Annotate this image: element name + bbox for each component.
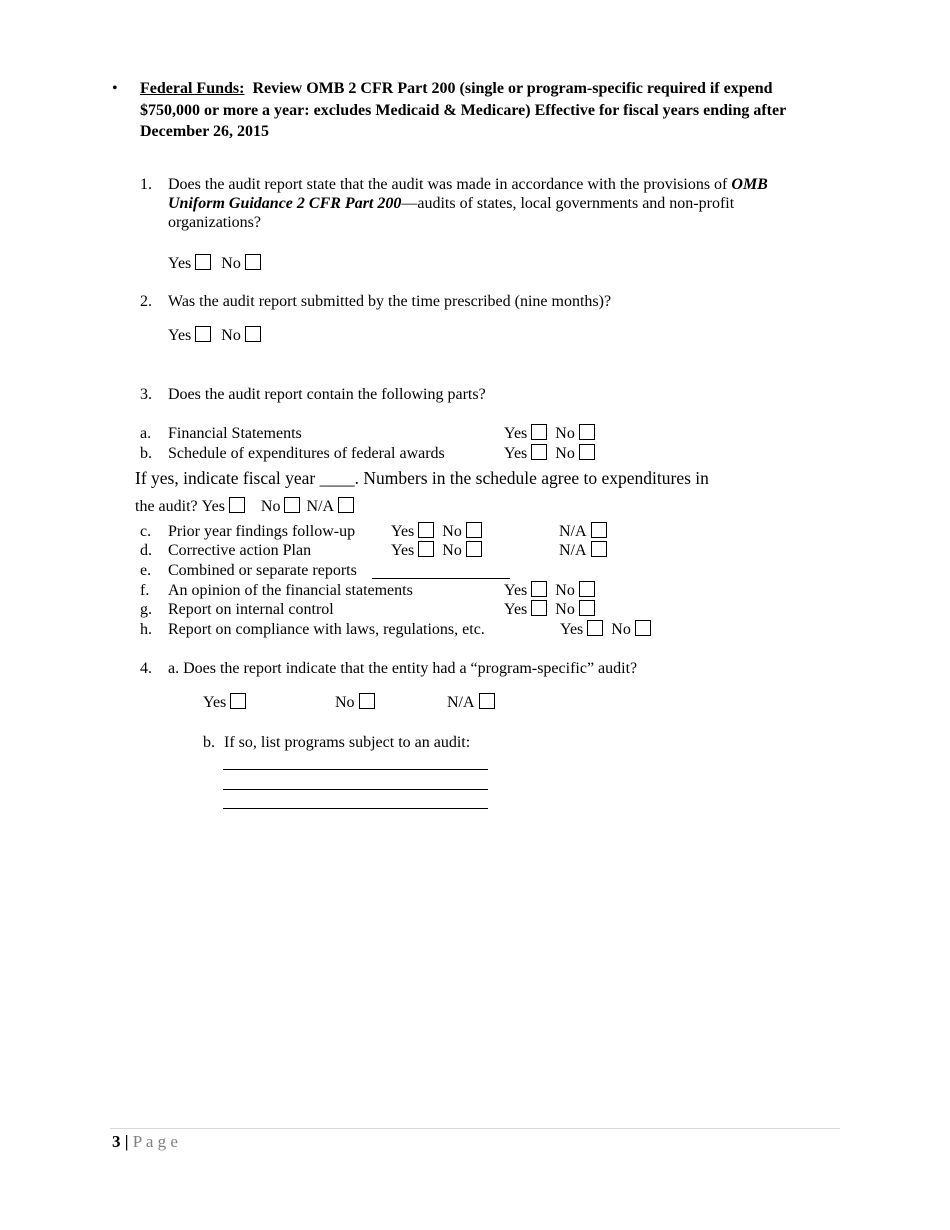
q4a-yes [203, 693, 246, 713]
q3e-letter: e. [140, 562, 152, 579]
program-line-1[interactable] [223, 769, 488, 770]
q3a-yes-checkbox[interactable] [531, 424, 547, 440]
q3g-text: Report on internal control [168, 601, 334, 618]
footer-separator: | [124, 1132, 129, 1151]
fiscal-year-agree [135, 497, 354, 517]
q3g-letter: g. [140, 601, 152, 618]
q3f-answers [504, 581, 595, 601]
q3b-yes-checkbox[interactable] [531, 444, 547, 460]
fy-no-label: No [260, 498, 281, 515]
q3f-no-checkbox[interactable] [579, 581, 595, 597]
q2-no-label: No [221, 327, 241, 344]
q1-line3: organizations? [168, 214, 262, 231]
q3f-yes-label: Yes [504, 582, 528, 599]
q2-no-checkbox[interactable] [245, 326, 261, 342]
q4-number: 4. [140, 660, 152, 677]
page-word: P a g e [132, 1132, 178, 1151]
q1-line1-emphasis: OMB [731, 176, 768, 193]
q3g-no-label: No [555, 601, 575, 618]
q2-text: Was the audit report submitted by the time prescribed (nine months)? [168, 293, 612, 310]
q3h-no-label: No [611, 621, 631, 638]
q3g-yes-label: Yes [504, 601, 528, 618]
fiscal-year-agree-text: the audit? [135, 498, 198, 515]
q3f-letter: f. [140, 582, 150, 599]
q3c-answers [391, 522, 482, 542]
q3a-letter: a. [140, 425, 152, 442]
q3a-no-checkbox[interactable] [579, 424, 595, 440]
q3f-no-label: No [555, 582, 575, 599]
program-line-3[interactable] [223, 808, 488, 809]
q3b-no-label: No [555, 445, 575, 462]
section-heading-line3: December 26, 2015 [140, 123, 269, 140]
section-heading-line2: $750,000 or more a year: excludes Medicaid & Medicare) Effective for fiscal years ending after [140, 102, 787, 119]
q3h-text: Report on compliance with laws, regulations, etc. [168, 621, 485, 638]
q3h-yes-label: Yes [560, 621, 584, 638]
q3c-na-checkbox[interactable] [591, 522, 607, 538]
page-footer [112, 1132, 178, 1152]
q1-line2-text: —audits of states, local governments and non-profit [401, 195, 735, 212]
q4a-na-checkbox[interactable] [479, 693, 495, 709]
q3d-letter: d. [140, 542, 152, 559]
q4a-na-label: N/A [447, 694, 475, 711]
q3h-answers [560, 620, 651, 640]
fy-na-label: N/A [306, 498, 335, 515]
q3d-no-checkbox[interactable] [466, 541, 482, 557]
q4a-no-checkbox[interactable] [359, 693, 375, 709]
q4a-yes-checkbox[interactable] [230, 693, 246, 709]
q3h-yes-checkbox[interactable] [587, 620, 603, 636]
section-title: Federal Funds: [140, 80, 245, 97]
q3-number: 3. [140, 386, 152, 403]
q4a-na [447, 693, 495, 713]
q3c-na-label: N/A [559, 523, 587, 540]
q3g-no-checkbox[interactable] [579, 600, 595, 616]
q3-text: Does the audit report contain the following parts? [168, 386, 486, 403]
q3b-letter: b. [140, 445, 152, 462]
q3d-text: Corrective action Plan [168, 542, 312, 559]
fy-yes-label: Yes [201, 498, 225, 515]
q3b-yes-label: Yes [504, 445, 528, 462]
q3d-no-label: No [442, 542, 462, 559]
q3c-letter: c. [140, 523, 152, 540]
section-heading [140, 79, 838, 99]
page-number: 3 [112, 1132, 121, 1151]
q2-number: 2. [140, 293, 152, 310]
q1-line1 [168, 175, 768, 195]
q3f-text: An opinion of the financial statements [168, 582, 413, 599]
q1-answers [168, 254, 261, 274]
q3b-answers [504, 444, 595, 464]
q1-number: 1. [140, 176, 152, 193]
q3c-no-checkbox[interactable] [466, 522, 482, 538]
fy-no-checkbox[interactable] [284, 497, 300, 513]
section-heading-line1: Review OMB 2 CFR Part 200 (single or program-specific required if expend [252, 80, 773, 97]
fiscal-year-line: If yes, indicate fiscal year ____. Numbers in the schedule agree to expenditures in [135, 468, 709, 488]
q4a-no [335, 693, 375, 713]
q1-no-checkbox[interactable] [245, 254, 261, 270]
q4b-text: If so, list programs subject to an audit: [224, 734, 471, 751]
program-line-2[interactable] [223, 789, 488, 790]
fy-yes-checkbox[interactable] [229, 497, 245, 513]
q3g-answers [504, 600, 595, 620]
q4b-letter: b. [203, 734, 215, 751]
q3d-na [559, 541, 607, 561]
fy-na-checkbox[interactable] [338, 497, 354, 513]
q3h-letter: h. [140, 621, 152, 638]
q3e-text: Combined or separate reports [168, 562, 357, 579]
q3c-na [559, 522, 607, 542]
q1-line2 [168, 194, 734, 214]
q3e-answer-line[interactable] [372, 578, 510, 579]
q3b-no-checkbox[interactable] [579, 444, 595, 460]
q3d-na-checkbox[interactable] [591, 541, 607, 557]
q3a-no-label: No [555, 425, 575, 442]
q3c-yes-checkbox[interactable] [418, 522, 434, 538]
q3f-yes-checkbox[interactable] [531, 581, 547, 597]
q2-yes-checkbox[interactable] [195, 326, 211, 342]
q1-line2-emphasis: Uniform Guidance 2 CFR Part 200 [168, 195, 402, 212]
q1-line1-text: Does the audit report state that the audit was made in accordance with the provisions of [168, 176, 728, 193]
q3g-yes-checkbox[interactable] [531, 600, 547, 616]
q2-yes-label: Yes [168, 327, 192, 344]
q4a-no-label: No [335, 694, 355, 711]
q1-no-label: No [221, 255, 241, 272]
q3h-no-checkbox[interactable] [635, 620, 651, 636]
q3d-answers [391, 541, 482, 561]
q3c-no-label: No [442, 523, 462, 540]
q3c-text: Prior year findings follow-up [168, 523, 356, 540]
q2-answers [168, 326, 261, 346]
q4a-yes-label: Yes [203, 694, 227, 711]
footer-divider [110, 1128, 840, 1129]
q3b-text: Schedule of expenditures of federal awards [168, 445, 445, 462]
q3d-yes-checkbox[interactable] [418, 541, 434, 557]
q3c-yes-label: Yes [391, 523, 415, 540]
q4a-text: a. Does the report indicate that the entity had a “program-specific” audit? [168, 660, 638, 677]
q1-yes-checkbox[interactable] [195, 254, 211, 270]
q1-yes-label: Yes [168, 255, 192, 272]
q3a-yes-label: Yes [504, 425, 528, 442]
q3d-yes-label: Yes [391, 542, 415, 559]
bullet: • [112, 80, 118, 97]
q3a-answers [504, 424, 595, 444]
q3d-na-label: N/A [559, 542, 587, 559]
q3a-text: Financial Statements [168, 425, 302, 442]
